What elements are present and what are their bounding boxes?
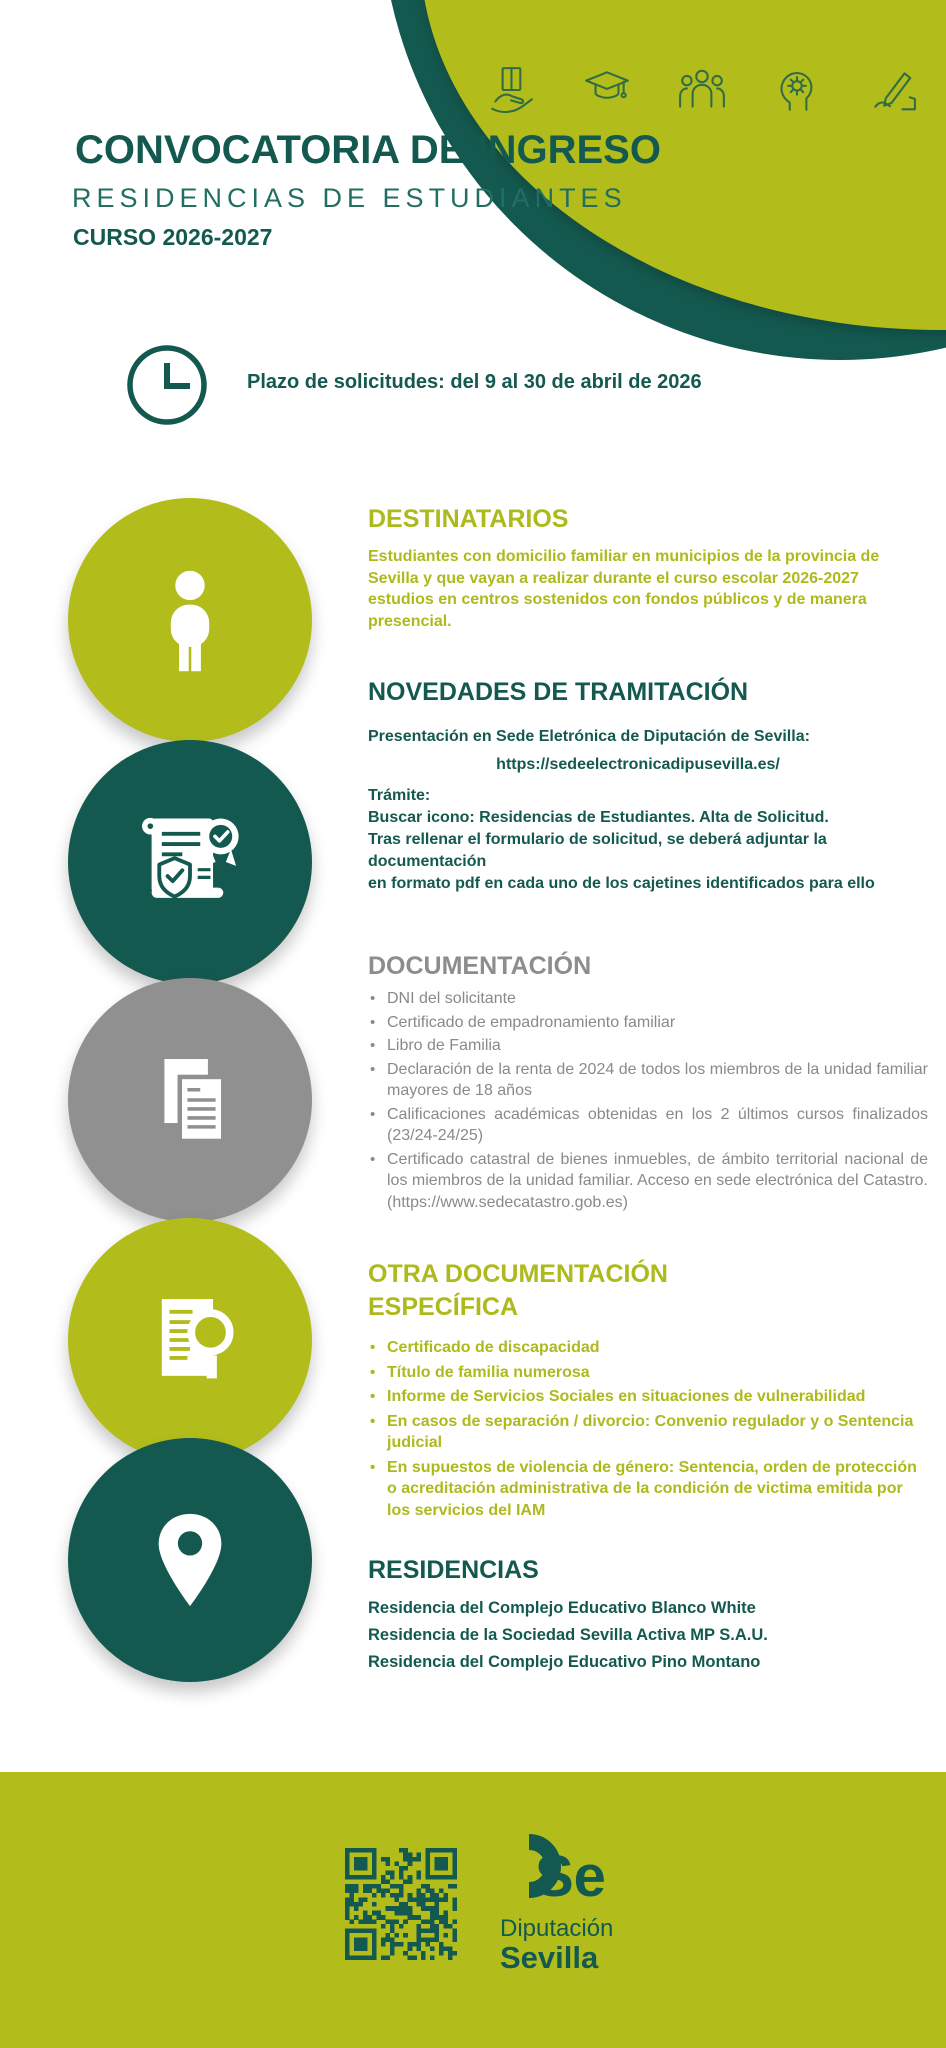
list-item: • Certificado catastral de bienes inmuebles, de ámbito territorial nacional de los miembros de la unidad familiar. Acceso en sede electrónica del Catastro. (https://www.sedecatastro.gob.es) <box>368 1149 928 1214</box>
residencias-list <box>368 1595 938 1676</box>
list-item: • DNI del solicitante <box>368 988 928 1010</box>
clock-icon <box>122 340 212 430</box>
tramite-line: en formato pdf en cada uno de los cajetines identificados para ello <box>368 875 875 892</box>
section-otra-documentacion <box>368 1258 938 1524</box>
qr-code <box>345 1848 457 1960</box>
deadline-text: Plazo de solicitudes: del 9 al 30 de abril de 2026 <box>247 371 702 393</box>
header-icon-row <box>487 58 917 122</box>
documentacion-list <box>368 988 928 1213</box>
documents-icon <box>126 1036 254 1164</box>
otra-documentacion-list <box>368 1337 923 1521</box>
section-residencias <box>368 1556 938 1676</box>
search-document-icon <box>126 1276 254 1404</box>
documentacion-heading: DOCUMENTACIÓN <box>368 952 592 980</box>
list-item: • Declaración de la renta de 2024 de todos los miembros de la unidad familiar mayores de 18 años <box>368 1059 928 1102</box>
list-item: • Certificado de discapacidad <box>368 1337 923 1359</box>
head-gear-icon <box>772 58 822 122</box>
tramite-line: Buscar icono: Residencias de Estudiantes. Alta de Solicitud. <box>368 809 829 826</box>
section-destinatarios <box>368 505 938 632</box>
logo-mark: Se <box>535 1844 606 1909</box>
page-title: CONVOCATORIA DE INGRESO <box>75 128 661 172</box>
course-label: CURSO 2026-2027 <box>73 224 273 250</box>
destinatarios-body: Estudiantes con domicilio familiar en municipios de la provincia de Sevilla y que vayan a realizar durante el curso escolar 2026-2027 estudios en centros sostenidos con fondos públicos y de manera presencial. <box>368 548 880 630</box>
novedades-heading: NOVEDADES DE TRAMITACIÓN <box>368 678 749 706</box>
otra-documentacion-circle <box>68 1218 312 1462</box>
destinatarios-circle <box>68 498 312 742</box>
novedades-intro: Presentación en Sede Eletrónica de Diputación de Sevilla: <box>368 728 810 745</box>
residencias-heading: RESIDENCIAS <box>368 1556 539 1584</box>
list-item: Residencia del Complejo Educativo Blanco White <box>368 1599 756 1617</box>
writing-hand-icon <box>867 58 917 122</box>
section-documentacion <box>368 952 938 1215</box>
certificate-icon <box>126 798 254 926</box>
documentacion-circle <box>68 978 312 1222</box>
list-item: • En supuestos de violencia de género: Sentencia, orden de protección o acreditación administrativa de la condición de victima emitida por los servicios del IAM <box>368 1457 923 1522</box>
section-novedades <box>368 678 938 895</box>
list-item: • Calificaciones académicas obtenidas en los 2 últimos cursos finalizados (23/24-24/25) <box>368 1104 928 1147</box>
otra-documentacion-heading: OTRA DOCUMENTACIÓN ESPECÍFICA <box>368 1260 668 1321</box>
graduation-cap-icon <box>582 58 632 122</box>
list-item: Residencia del Complejo Educativo Pino Montano <box>368 1653 761 1671</box>
list-item: • Certificado de empadronamiento familiar <box>368 1012 928 1034</box>
novedades-circle <box>68 740 312 984</box>
person-icon <box>126 556 254 684</box>
footer <box>0 1772 946 2048</box>
sede-electronica-url[interactable]: https://sedeelectronicadipusevilla.es/ <box>496 756 780 773</box>
book-hand-icon <box>487 58 537 122</box>
list-item: • Libro de Familia <box>368 1035 928 1057</box>
people-icon <box>677 58 727 122</box>
tramite-label: Trámite: <box>368 787 431 804</box>
location-pin-icon <box>126 1496 254 1624</box>
list-item: Residencia de la Sociedad Sevilla Activa MP S.A.U. <box>368 1626 768 1644</box>
tramite-line: Tras rellenar el formulario de solicitud, se deberá adjuntar la documentación <box>368 831 827 870</box>
list-item: • Título de familia numerosa <box>368 1362 923 1384</box>
destinatarios-heading: DESTINATARIOS <box>368 505 569 533</box>
list-item: • Informe de Servicios Sociales en situaciones de vulnerabilidad <box>368 1386 923 1408</box>
diputacion-sevilla-logo <box>497 1832 627 1984</box>
logo-line2: Sevilla <box>500 1940 599 1975</box>
list-item: • En casos de separación / divorcio: Convenio regulador y o Sentencia judicial <box>368 1411 923 1454</box>
page-subtitle: RESIDENCIAS DE ESTUDIANTES <box>72 183 627 213</box>
logo-line1: Diputación <box>500 1915 614 1942</box>
residencias-circle <box>68 1438 312 1682</box>
